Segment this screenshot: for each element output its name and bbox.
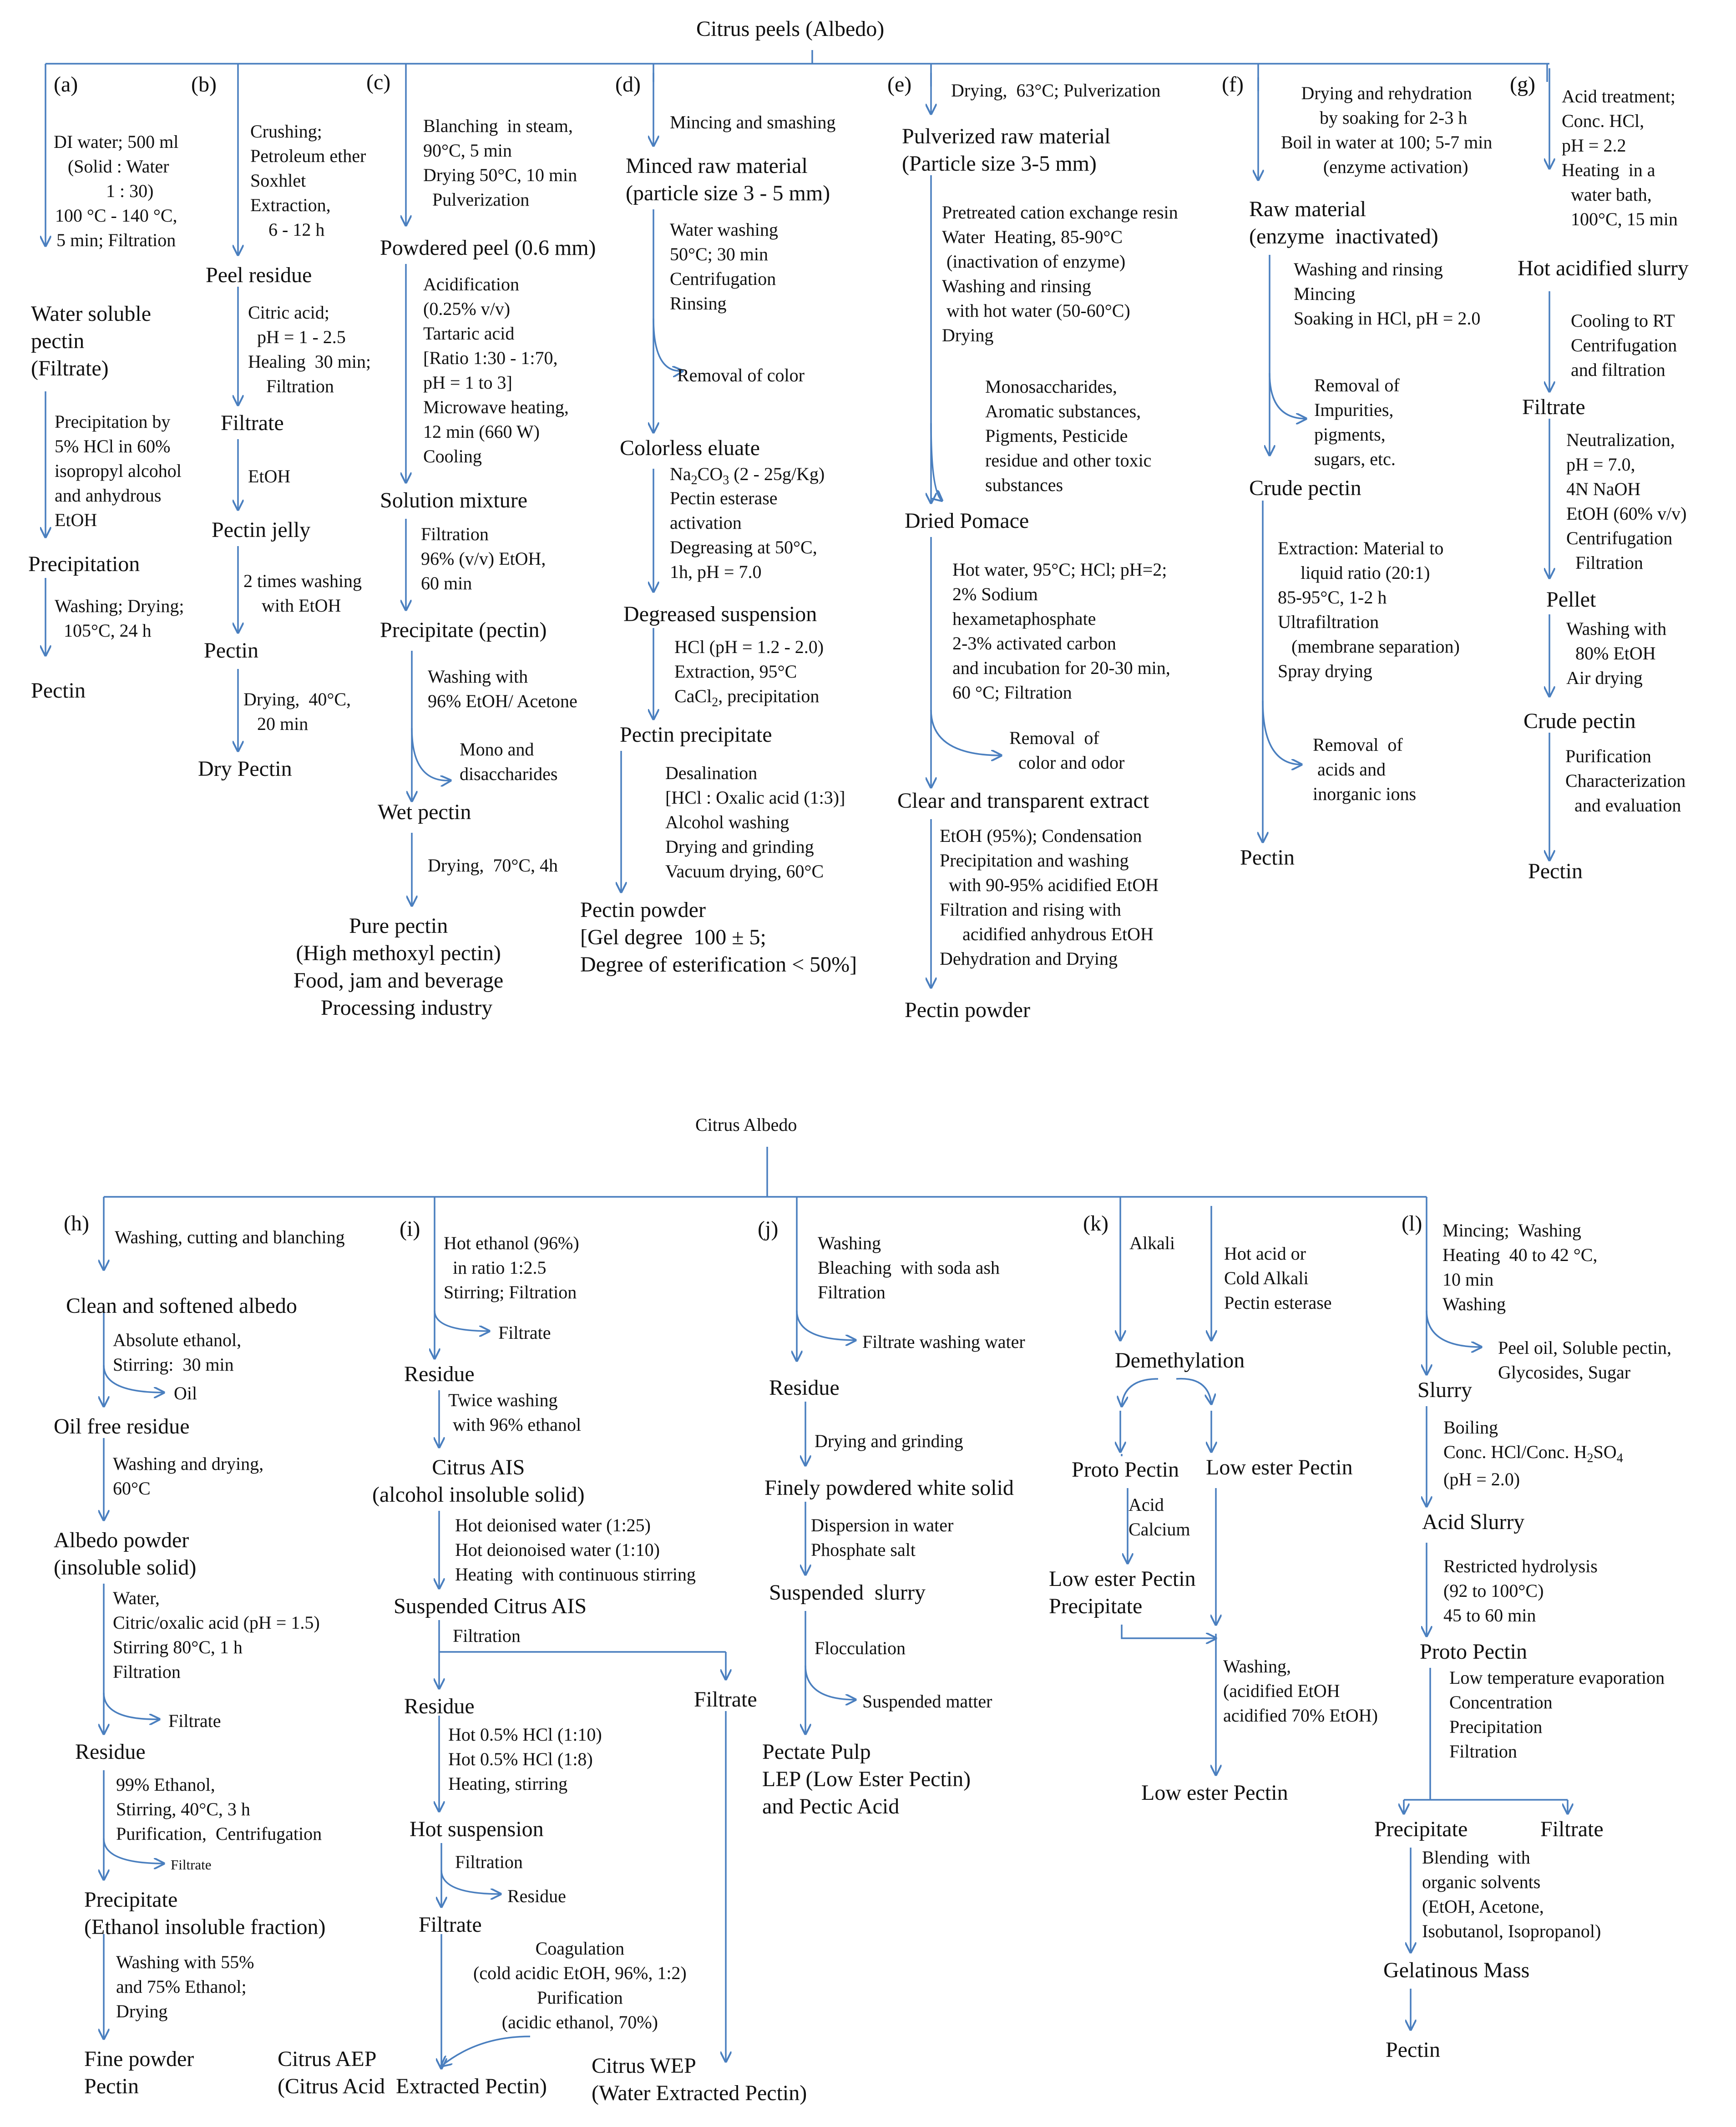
h-step3: Washing and drying, 60°C	[113, 1453, 264, 1499]
f-node3: Pectin	[1240, 846, 1295, 870]
c-step5: Drying, 70°C, 4h	[428, 855, 558, 876]
i-step1: Hot ethanol (96%) in ratio 1:2.5 Stirring; Filtration	[444, 1233, 579, 1302]
i-node6: Filtrate	[419, 1913, 482, 1937]
e-node1: Pulverized raw material (Particle size 3-5 mm)	[902, 124, 1111, 176]
j-node1: Residue	[769, 1376, 840, 1400]
j-side2: Suspended matter	[862, 1691, 992, 1712]
e-step3: Hot water, 95°C; HCl; pH=2; 2% Sodium hexametaphosphate 2-3% activated carbon and incubation for 20-30 min, 60 °C; Filtration	[952, 559, 1170, 703]
g-node5: Pectin	[1528, 859, 1583, 883]
k-step1: Alkali	[1129, 1233, 1175, 1253]
c-step2: Acidification (0.25% v/v) Tartaric acid [Ratio 1:30 - 1:70, pH = 1 to 3] Microwave heating, 12 min (660 W) Cooling	[423, 274, 569, 466]
e-step1: Drying, 63°C; Pulverization	[951, 80, 1161, 101]
d-step3: $Na_2CO_3$ (2 - 25g/Kg)	[670, 464, 825, 487]
arrow-i1-side	[435, 1311, 489, 1331]
j-node3: Suspended slurry	[769, 1580, 926, 1605]
d-node4: Pectin precipitate	[620, 723, 772, 747]
h-side2: Filtrate	[168, 1711, 221, 1731]
c-node3: Precipitate (pectin)	[380, 618, 547, 642]
a-step1: DI water; 500 ml (Solid : Water 1 : 30) 100 °C - 140 °C, 5 min; Filtration	[54, 132, 179, 250]
top-title: Citrus peels (Albedo)	[696, 17, 885, 41]
a-node1: Water soluble pectin (Filtrate)	[31, 302, 152, 380]
d-step2: Water washing 50°C; 30 min Centrifugation Rinsing	[670, 219, 778, 314]
l-node4b: Filtrate	[1540, 1817, 1604, 1841]
arrow-f2-side	[1270, 373, 1306, 419]
e-step2: Pretreated cation exchange resin Water Heating, 85-90°C (inactivation of enzyme) Washing and rinsing with hot water (50-60°C) Drying	[942, 202, 1178, 345]
k-node4: Low ester Pectin	[1141, 1781, 1288, 1805]
i-step5: Hot 0.5% HCl (1:10) Hot 0.5% HCl (1:8) Heating, stirring	[448, 1724, 602, 1794]
j-step3: Dispersion in water Phosphate salt	[811, 1515, 954, 1560]
g-node2: Filtrate	[1522, 395, 1585, 419]
h-step5: 99% Ethanol, Stirring, 40°C, 3 h Purification, Centrifugation	[116, 1774, 322, 1844]
b-node3: Pectin jelly	[212, 518, 311, 542]
h-node6: Fine powder Pectin	[84, 2047, 194, 2098]
e-side1: Monosaccharides, Aromatic substances, Pigments, Pesticide residue and other toxic substances	[985, 376, 1152, 495]
d-step5: Desalination [HCl : Oxalic acid (1:3)] Alcohol washing Drying and grinding Vacuum drying, 60°C	[665, 763, 845, 881]
c-node4: Wet pectin	[378, 800, 471, 824]
i-node4a: Residue	[404, 1694, 475, 1718]
letter-b: (b)	[191, 72, 217, 96]
h-node4: Residue	[75, 1740, 146, 1764]
a-node3: Pectin	[31, 679, 86, 703]
k-node3: Low ester Pectin Precipitate	[1049, 1567, 1196, 1618]
arrow-j4-side	[805, 1666, 855, 1700]
arrow-c4-side	[412, 728, 450, 780]
h-step1: Washing, cutting and blanching	[115, 1227, 345, 1247]
i-step2: Twice washing with 96% ethanol	[448, 1390, 582, 1435]
g-step2: Cooling to RT Centrifugation and filtration	[1571, 310, 1677, 380]
d-node3: Degreased suspension	[623, 602, 817, 626]
letter-f: (f)	[1222, 72, 1244, 96]
l-node6: Pectin	[1386, 2038, 1440, 2062]
c-step3: Filtration 96% (v/v) EtOH, 60 min	[421, 524, 546, 593]
l-step5: Blending with organic solvents (EtOH, Acetone, Isobutanol, Isopropanol)	[1422, 1847, 1601, 1941]
d-node1: Minced raw material (particle size 3 - 5 mm)	[626, 154, 830, 205]
h-step6: Washing with 55% and 75% Ethanol; Drying	[116, 1952, 254, 2021]
i-node2: Citrus AIS (alcohol insoluble solid)	[372, 1455, 585, 1507]
arrow-e3-side	[931, 710, 1001, 755]
h-step4: Water, Citric/oxalic acid (pH = 1.5) Stirring 80°C, 1 h Filtration	[113, 1588, 320, 1682]
c-node5: Pure pectin (High methoxyl pectin) Food, jam and beverage Processing industry	[294, 914, 504, 1020]
c-side: Mono and disaccharides	[460, 739, 558, 784]
a-step2: Precipitation by 5% HCl in 60% isopropyl alcohol and anhydrous EtOH	[55, 411, 182, 530]
d-node5: Pectin powder [Gel degree 100 ± 5; Degree of esterification < 50%]	[580, 898, 857, 977]
k-step2: Acid Calcium	[1129, 1494, 1190, 1540]
j-step2: Drying and grinding	[815, 1431, 963, 1451]
l-node5: Gelatinous Mass	[1383, 1958, 1530, 1982]
g-step1: Acid treatment; Conc. HCl, pH = 2.2 Heating in a water bath, 100°C, 15 min	[1562, 86, 1678, 229]
arrow-k2-left	[1122, 1379, 1158, 1406]
l-node2: Acid Slurry	[1422, 1510, 1525, 1534]
l-step3: Restricted hydrolysis (92 to 100°C) 45 to 60 min	[1443, 1556, 1598, 1626]
letter-e: (e)	[887, 72, 912, 96]
arrow-f3-side	[1263, 701, 1301, 765]
letter-c: (c)	[366, 70, 391, 94]
b-step4: 2 times washing with EtOH	[243, 571, 362, 616]
d-node2: Colorless eluate	[620, 436, 760, 460]
h-step2: Absolute ethanol, Stirring: 30 min	[113, 1330, 242, 1375]
j-node2: Finely powdered white solid	[764, 1476, 1014, 1500]
k-node2b: Low ester Pectin	[1206, 1455, 1353, 1479]
letter-h: (h)	[64, 1211, 89, 1236]
arrow-h4-side	[104, 1693, 159, 1719]
letter-j: (j)	[758, 1217, 779, 1241]
e-node2: Dried Pomace	[905, 509, 1029, 533]
arrow-k4-join	[1122, 1625, 1216, 1638]
e-side2: Removal of color and odor	[1009, 728, 1125, 773]
h-side3: Filtrate	[171, 1857, 212, 1873]
letter-g: (g)	[1510, 72, 1535, 96]
k-step3: Washing, (acidified EtOH acidified 70% EtOH)	[1223, 1656, 1378, 1726]
l-node3: Proto Pectin	[1420, 1640, 1527, 1664]
letter-d: (d)	[615, 72, 641, 96]
g-node4: Crude pectin	[1523, 709, 1636, 733]
f-step1: Drying and rehydration by soaking for 2-3 h Boil in water at 100; 5-7 min (enzyme activation)	[1281, 83, 1493, 177]
l-node1: Slurry	[1417, 1378, 1472, 1402]
letter-i: (i)	[400, 1217, 420, 1241]
i-node4b: Filtrate	[694, 1687, 757, 1712]
f-step3: Extraction: Material to liquid ratio (20:1) 85-95°C, 1-2 h Ultrafiltration (membrane separation) Spray drying	[1278, 538, 1460, 681]
arrow-e2-side	[931, 423, 942, 501]
l-step2: Boiling Conc. HCl/Conc. $H_2SO_4$ (pH = 2.0)	[1443, 1417, 1623, 1489]
f-node2: Crude pectin	[1249, 476, 1361, 500]
i-step7: Coagulation (cold acidic EtOH, 96%, 1:2) Purification (acidic ethanol, 70%)	[473, 1938, 687, 2032]
k-step1b: Hot acid or Cold Alkali Pectin esterase	[1224, 1243, 1332, 1313]
j-step4: Flocculation	[815, 1638, 906, 1658]
letter-l: (l)	[1402, 1211, 1422, 1236]
b-node4: Pectin	[204, 638, 258, 663]
a-step3: Washing; Drying; 105°C, 24 h	[55, 596, 184, 641]
i-node7a: Citrus AEP (Citrus Acid Extracted Pectin)	[278, 2047, 547, 2098]
i-node1: Residue	[404, 1362, 475, 1386]
e-step4: EtOH (95%); Condensation Precipitation and washing with 90-95% acidified EtOH Filtration and rising with acidified anhydrous EtOH Dehydration and Drying	[940, 825, 1159, 969]
h-node2: Oil free residue	[54, 1414, 190, 1438]
g-node1: Hot acidified slurry	[1518, 256, 1689, 280]
arrow-j1-side	[797, 1311, 855, 1340]
i-node5: Hot suspension	[410, 1817, 544, 1841]
g-node3: Pellet	[1546, 587, 1596, 612]
d-step3-detail: Pectin esterase activation Degreasing at 50°C, 1h, pH = 7.0	[670, 488, 817, 582]
i-step6: Filtration	[455, 1852, 523, 1872]
h-node1: Clean and softened albedo	[66, 1294, 297, 1318]
c-step1: Blanching in steam, 90°C, 5 min Drying 50°C, 10 min Pulverization	[423, 116, 577, 210]
i-step3: Hot deionised water (1:25) Hot deionoised water (1:10) Heating with continuous stirring	[455, 1515, 696, 1585]
g-step5: Purification Characterization and evaluation	[1565, 746, 1686, 815]
e-node4: Pectin powder	[905, 998, 1030, 1022]
arrow-k2-right	[1176, 1379, 1211, 1404]
f-side1: Removal of Impurities, pigments, sugars, etc.	[1314, 375, 1400, 469]
c-step4: Washing with 96% EtOH/ Acetone	[428, 666, 577, 711]
f-step2: Washing and rinsing Mincing Soaking in HCl, pH = 2.0	[1294, 259, 1481, 329]
f-node1: Raw material (enzyme inactivated)	[1249, 197, 1438, 248]
l-side1: Peel oil, Soluble pectin, Glycosides, Sugar	[1498, 1337, 1672, 1383]
e-node3: Clear and transparent extract	[897, 789, 1149, 813]
b-node2: Filtrate	[221, 411, 284, 435]
h-node3: Albedo powder (insoluble solid)	[54, 1528, 197, 1580]
b-step3: EtOH	[248, 466, 291, 486]
i-node7b: Citrus WEP (Water Extracted Pectin)	[592, 2054, 807, 2105]
b-step1: Crushing; Petroleum ether Soxhlet Extraction, 6 - 12 h	[250, 121, 366, 240]
d-step1: Mincing and smashing	[670, 112, 836, 132]
i-side2: Residue	[507, 1886, 566, 1906]
d-step4: HCl (pH = 1.2 - 2.0) Extraction, 95°C CaCl$_2$, precipitation	[674, 637, 824, 709]
g-step3: Neutralization, pH = 7.0, 4N NaOH EtOH (60% v/v) Centrifugation Filtration	[1566, 430, 1687, 573]
j-node4: Pectate Pulp LEP (Low Ester Pectin) and Pectic Acid	[762, 1740, 971, 1818]
letter-a: (a)	[54, 72, 78, 96]
a-node2: Precipitation	[28, 552, 140, 576]
j-side1: Filtrate washing water	[862, 1332, 1025, 1352]
i-node3: Suspended Citrus AIS	[394, 1594, 587, 1618]
k-node2a: Proto Pectin	[1072, 1458, 1179, 1482]
d-side: Removal of color	[677, 365, 805, 385]
b-step5: Drying, 40°C, 20 min	[243, 689, 351, 734]
i-side1: Filtrate	[498, 1322, 551, 1343]
l-step4: Low temperature evaporation Concentration Precipitation Filtration	[1449, 1667, 1665, 1762]
c-node1: Powdered peel (0.6 mm)	[380, 236, 596, 260]
b-node5: Dry Pectin	[198, 757, 292, 781]
g-step4: Washing with 80% EtOH Air drying	[1566, 618, 1667, 688]
h-node5: Precipitate (Ethanol insoluble fraction)	[84, 1888, 326, 1939]
k-node1: Demethylation	[1115, 1348, 1245, 1372]
b-step2: Citric acid; pH = 1 - 2.5 Healing 30 min; Filtration	[248, 302, 371, 396]
h-side1: Oil	[174, 1383, 197, 1403]
c-node2: Solution mixture	[380, 488, 527, 512]
letter-k: (k)	[1083, 1211, 1108, 1236]
f-side2: Removal of acids and inorganic ions	[1313, 734, 1417, 804]
b-node1: Peel residue	[206, 263, 312, 287]
i-step4: Filtration	[453, 1626, 521, 1646]
bottom-title: Citrus Albedo	[695, 1114, 797, 1135]
l-step1: Mincing; Washing Heating 40 to 42 °C, 10 min Washing	[1442, 1220, 1598, 1314]
j-step1: Washing Bleaching with soda ash Filtration	[818, 1233, 1000, 1302]
l-node4a: Precipitate	[1374, 1817, 1468, 1841]
